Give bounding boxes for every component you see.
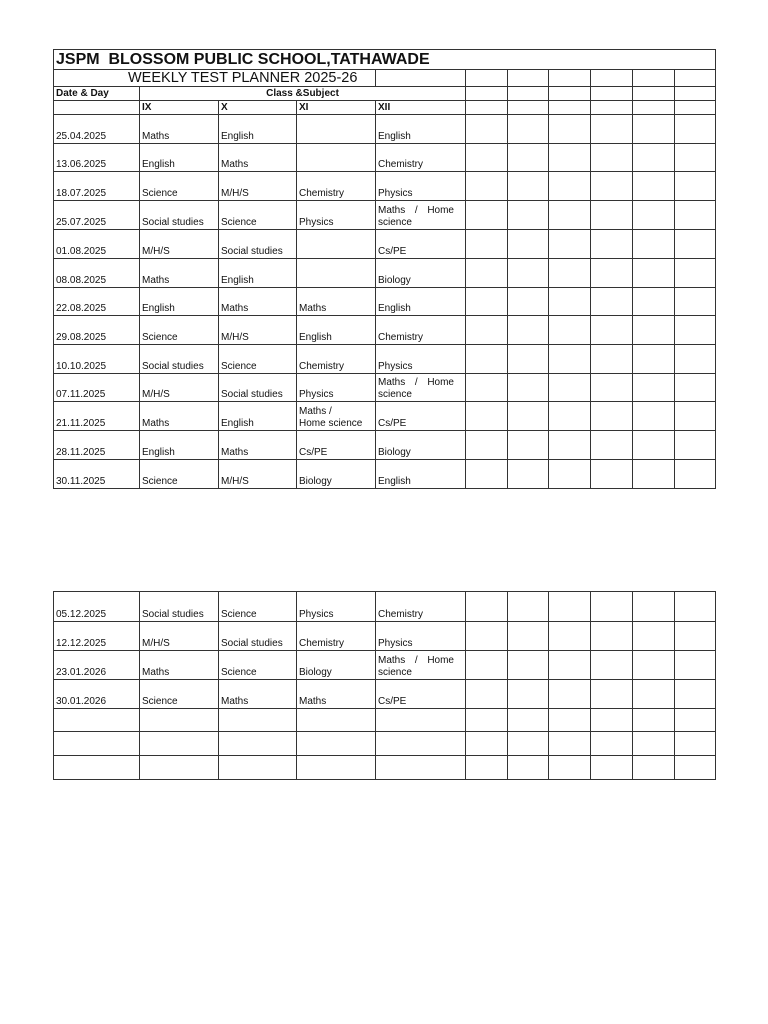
school-title-row — [54, 50, 716, 70]
blank-cell — [466, 460, 508, 489]
blank-cell — [591, 622, 633, 651]
blank-cell — [466, 144, 508, 172]
table-body — [54, 50, 716, 489]
subject-cell-xi: Physics — [297, 201, 376, 230]
blank-cell — [591, 402, 633, 431]
blank-cell — [549, 144, 591, 172]
blank-cell — [508, 622, 549, 651]
blank-cell — [591, 101, 633, 115]
subject-cell-x: Social studies — [219, 230, 297, 259]
blank-cell — [508, 259, 549, 288]
blank-cell — [633, 622, 675, 651]
subject-cell-xi — [297, 709, 376, 732]
subject-cell-ix: Maths — [140, 115, 219, 144]
blank-cell — [508, 316, 549, 345]
blank-cell — [591, 115, 633, 144]
subject-cell-xii: Cs/PE — [376, 402, 466, 431]
blank-cell — [466, 732, 508, 756]
blank-cell — [675, 756, 716, 780]
date-cell: 25.07.2025 — [54, 201, 140, 230]
blank-cell — [591, 172, 633, 201]
school-name: JSPM BLOSSOM PUBLIC SCHOOL,TATHAWADE — [54, 50, 716, 70]
subject-cell-xi: Physics — [297, 374, 376, 402]
date-cell: 23.01.2026 — [54, 651, 140, 680]
blank-cell — [591, 144, 633, 172]
subject-cell-x — [219, 756, 297, 780]
date-cell: 08.08.2025 — [54, 259, 140, 288]
blank-cell — [675, 732, 716, 756]
blank-cell — [549, 460, 591, 489]
blank-cell — [508, 756, 549, 780]
blank-cell — [591, 651, 633, 680]
blank-cell — [633, 345, 675, 374]
date-cell: 12.12.2025 — [54, 622, 140, 651]
table-body — [54, 592, 716, 780]
subject-cell-x: Science — [219, 345, 297, 374]
date-cell: 21.11.2025 — [54, 402, 140, 431]
subject-cell-xii: Maths / Home science — [376, 374, 466, 402]
blank-cell — [549, 70, 591, 87]
subject-cell-xii: Physics — [376, 172, 466, 201]
planner-title: WEEKLY TEST PLANNER 2025-26 — [54, 70, 376, 87]
date-cell: 07.11.2025 — [54, 374, 140, 402]
blank-cell — [549, 592, 591, 622]
blank-cell — [675, 460, 716, 489]
blank-cell — [549, 709, 591, 732]
subject-cell-xi: Maths / Home science — [297, 402, 376, 431]
blank-cell — [675, 201, 716, 230]
blank-cell — [466, 431, 508, 460]
planner-row — [54, 622, 716, 651]
date-cell: 30.11.2025 — [54, 460, 140, 489]
planner-row — [54, 709, 716, 732]
subject-cell-xi: Physics — [297, 592, 376, 622]
blank-cell — [466, 101, 508, 115]
subject-cell-ix: English — [140, 431, 219, 460]
subject-cell-x — [219, 709, 297, 732]
blank-cell — [633, 230, 675, 259]
class-header-row — [54, 101, 716, 115]
blank-cell — [675, 115, 716, 144]
blank-cell — [466, 345, 508, 374]
subject-cell-x: Maths — [219, 680, 297, 709]
blank-cell — [376, 70, 466, 87]
blank-cell — [508, 680, 549, 709]
date-cell: 29.08.2025 — [54, 316, 140, 345]
date-cell — [54, 709, 140, 732]
subject-cell-x: M/H/S — [219, 460, 297, 489]
planner-row — [54, 172, 716, 201]
blank-cell — [591, 345, 633, 374]
blank-cell — [549, 115, 591, 144]
planner-row — [54, 259, 716, 288]
subject-cell-x — [219, 732, 297, 756]
subject-cell-xii: Cs/PE — [376, 680, 466, 709]
blank-cell — [675, 374, 716, 402]
subject-cell-xii: Maths / Home science — [376, 651, 466, 680]
blank-cell — [675, 431, 716, 460]
blank-cell — [508, 70, 549, 87]
subject-cell-xi: English — [297, 316, 376, 345]
blank-cell — [466, 622, 508, 651]
subject-cell-xi — [297, 259, 376, 288]
blank-cell — [675, 622, 716, 651]
date-cell: 01.08.2025 — [54, 230, 140, 259]
blank-cell — [675, 345, 716, 374]
blank-cell — [591, 460, 633, 489]
blank-cell — [508, 374, 549, 402]
blank-cell — [633, 144, 675, 172]
blank-cell — [591, 259, 633, 288]
blank-cell — [508, 144, 549, 172]
date-cell: 10.10.2025 — [54, 345, 140, 374]
blank-cell — [549, 431, 591, 460]
subject-cell-ix: Science — [140, 316, 219, 345]
blank-cell — [466, 259, 508, 288]
blank-cell — [466, 115, 508, 144]
planner-row — [54, 460, 716, 489]
subject-cell-xi: Chemistry — [297, 345, 376, 374]
subject-cell-ix: Science — [140, 460, 219, 489]
blank-cell — [591, 680, 633, 709]
subject-cell-ix: Science — [140, 680, 219, 709]
blank-cell — [508, 230, 549, 259]
blank-cell — [466, 651, 508, 680]
blank-cell — [633, 201, 675, 230]
date-cell: 25.04.2025 — [54, 115, 140, 144]
blank-cell — [591, 316, 633, 345]
subject-cell-xii: Physics — [376, 345, 466, 374]
subject-cell-xii — [376, 756, 466, 780]
subject-cell-ix: Maths — [140, 402, 219, 431]
subject-cell-xii: Chemistry — [376, 316, 466, 345]
date-cell — [54, 756, 140, 780]
blank-cell — [549, 756, 591, 780]
subject-cell-xii: Chemistry — [376, 144, 466, 172]
blank-cell — [675, 709, 716, 732]
blank-cell — [508, 651, 549, 680]
date-cell: 30.01.2026 — [54, 680, 140, 709]
blank-cell — [633, 680, 675, 709]
blank-cell — [633, 402, 675, 431]
subject-cell-xii: Maths / Home science — [376, 201, 466, 230]
subject-cell-ix: M/H/S — [140, 622, 219, 651]
subject-cell-x: Science — [219, 651, 297, 680]
blank-cell — [549, 622, 591, 651]
subject-cell-xi: Biology — [297, 651, 376, 680]
blank-cell — [466, 374, 508, 402]
blank-cell — [508, 431, 549, 460]
subject-cell-xi — [297, 144, 376, 172]
subject-cell-ix: Maths — [140, 651, 219, 680]
planner-row — [54, 756, 716, 780]
blank-cell — [508, 101, 549, 115]
planner-row — [54, 345, 716, 374]
subject-cell-x: Science — [219, 592, 297, 622]
subject-cell-xi: Chemistry — [297, 172, 376, 201]
blank-cell — [549, 345, 591, 374]
subject-cell-xi: Maths — [297, 680, 376, 709]
planner-row — [54, 732, 716, 756]
blank-cell — [54, 101, 140, 115]
blank-cell — [508, 460, 549, 489]
blank-cell — [549, 259, 591, 288]
subject-cell-ix — [140, 756, 219, 780]
blank-cell — [633, 374, 675, 402]
blank-cell — [591, 288, 633, 316]
blank-cell — [591, 709, 633, 732]
date-cell: 22.08.2025 — [54, 288, 140, 316]
blank-cell — [466, 201, 508, 230]
subject-cell-x: English — [219, 259, 297, 288]
subject-cell-xii: English — [376, 288, 466, 316]
blank-cell — [675, 316, 716, 345]
subject-cell-xii: Physics — [376, 622, 466, 651]
subject-cell-x: Maths — [219, 144, 297, 172]
blank-cell — [466, 592, 508, 622]
blank-cell — [633, 460, 675, 489]
blank-cell — [508, 201, 549, 230]
blank-cell — [508, 402, 549, 431]
subject-cell-xii: Cs/PE — [376, 230, 466, 259]
blank-cell — [549, 230, 591, 259]
blank-cell — [466, 402, 508, 431]
blank-cell — [508, 709, 549, 732]
class-header-x: X — [219, 101, 297, 115]
blank-cell — [591, 70, 633, 87]
blank-cell — [508, 592, 549, 622]
blank-cell — [675, 680, 716, 709]
blank-cell — [591, 592, 633, 622]
planner-row — [54, 431, 716, 460]
blank-cell — [633, 709, 675, 732]
planner-row — [54, 592, 716, 622]
weekly-test-planner-table-continued — [53, 591, 716, 780]
subject-cell-xii: Chemistry — [376, 592, 466, 622]
subject-cell-ix: Science — [140, 172, 219, 201]
blank-cell — [508, 345, 549, 374]
blank-cell — [466, 288, 508, 316]
subject-cell-ix — [140, 709, 219, 732]
blank-cell — [633, 431, 675, 460]
date-cell: 28.11.2025 — [54, 431, 140, 460]
class-header-xi: XI — [297, 101, 376, 115]
subject-cell-ix: M/H/S — [140, 230, 219, 259]
blank-cell — [675, 259, 716, 288]
blank-cell — [549, 87, 591, 101]
subject-cell-xi: Chemistry — [297, 622, 376, 651]
blank-cell — [508, 172, 549, 201]
blank-cell — [549, 651, 591, 680]
blank-cell — [591, 732, 633, 756]
planner-row — [54, 201, 716, 230]
blank-cell — [508, 87, 549, 101]
blank-cell — [508, 288, 549, 316]
planner-row — [54, 374, 716, 402]
subject-cell-ix: Maths — [140, 259, 219, 288]
blank-cell — [508, 732, 549, 756]
blank-cell — [675, 402, 716, 431]
planner-title-row — [54, 70, 716, 87]
blank-cell — [633, 259, 675, 288]
blank-cell — [675, 101, 716, 115]
blank-cell — [591, 431, 633, 460]
planner-row — [54, 680, 716, 709]
blank-cell — [591, 201, 633, 230]
planner-row — [54, 115, 716, 144]
subject-cell-xi — [297, 230, 376, 259]
planner-row — [54, 402, 716, 431]
blank-cell — [549, 374, 591, 402]
subject-cell-ix: English — [140, 144, 219, 172]
blank-cell — [466, 680, 508, 709]
blank-cell — [675, 172, 716, 201]
subject-cell-xi: Maths — [297, 288, 376, 316]
blank-cell — [633, 115, 675, 144]
subject-cell-ix: Social studies — [140, 592, 219, 622]
blank-cell — [675, 230, 716, 259]
blank-cell — [675, 288, 716, 316]
blank-cell — [633, 316, 675, 345]
subject-cell-x: Maths — [219, 288, 297, 316]
blank-cell — [675, 87, 716, 101]
blank-cell — [466, 230, 508, 259]
blank-cell — [633, 172, 675, 201]
blank-cell — [466, 70, 508, 87]
weekly-test-planner-table — [53, 49, 716, 489]
blank-cell — [633, 651, 675, 680]
planner-row — [54, 316, 716, 345]
blank-cell — [591, 374, 633, 402]
class-header-xii: XII — [376, 101, 466, 115]
subject-cell-x: English — [219, 115, 297, 144]
blank-cell — [549, 288, 591, 316]
blank-cell — [633, 87, 675, 101]
subject-cell-x: Science — [219, 201, 297, 230]
class-header-ix: IX — [140, 101, 219, 115]
date-cell: 18.07.2025 — [54, 172, 140, 201]
blank-cell — [633, 288, 675, 316]
date-cell — [54, 732, 140, 756]
blank-cell — [549, 402, 591, 431]
blank-cell — [633, 732, 675, 756]
subject-cell-xi — [297, 115, 376, 144]
subject-cell-ix: Social studies — [140, 201, 219, 230]
blank-cell — [633, 756, 675, 780]
class-subject-header: Class &Subject — [140, 87, 466, 101]
blank-cell — [591, 87, 633, 101]
subject-cell-xii: Biology — [376, 259, 466, 288]
subject-cell-x: English — [219, 402, 297, 431]
subject-cell-xii: Biology — [376, 431, 466, 460]
blank-cell — [508, 115, 549, 144]
blank-cell — [591, 756, 633, 780]
blank-cell — [549, 101, 591, 115]
subject-cell-ix: English — [140, 288, 219, 316]
date-cell: 05.12.2025 — [54, 592, 140, 622]
subject-cell-x: M/H/S — [219, 172, 297, 201]
planner-row — [54, 651, 716, 680]
blank-cell — [549, 732, 591, 756]
planner-row — [54, 288, 716, 316]
subject-cell-xi: Biology — [297, 460, 376, 489]
blank-cell — [549, 172, 591, 201]
subject-cell-xii: English — [376, 115, 466, 144]
blank-cell — [675, 144, 716, 172]
blank-cell — [549, 201, 591, 230]
blank-cell — [549, 316, 591, 345]
subject-cell-xi — [297, 756, 376, 780]
subject-cell-xii — [376, 732, 466, 756]
subject-cell-xi — [297, 732, 376, 756]
blank-cell — [633, 70, 675, 87]
blank-cell — [466, 316, 508, 345]
blank-cell — [466, 87, 508, 101]
subject-cell-x: Social studies — [219, 374, 297, 402]
subject-cell-xii — [376, 709, 466, 732]
blank-cell — [549, 680, 591, 709]
subject-cell-xi: Cs/PE — [297, 431, 376, 460]
subject-cell-x: M/H/S — [219, 316, 297, 345]
subject-cell-x: Social studies — [219, 622, 297, 651]
blank-cell — [633, 592, 675, 622]
blank-cell — [675, 592, 716, 622]
date-day-header: Date & Day — [54, 87, 140, 101]
column-group-header-row — [54, 87, 716, 101]
blank-cell — [633, 101, 675, 115]
blank-cell — [466, 756, 508, 780]
blank-cell — [675, 70, 716, 87]
blank-cell — [466, 709, 508, 732]
planner-row — [54, 230, 716, 259]
subject-cell-xii: English — [376, 460, 466, 489]
subject-cell-ix: Social studies — [140, 345, 219, 374]
blank-cell — [591, 230, 633, 259]
subject-cell-ix — [140, 732, 219, 756]
blank-cell — [675, 651, 716, 680]
planner-row — [54, 144, 716, 172]
blank-cell — [466, 172, 508, 201]
date-cell: 13.06.2025 — [54, 144, 140, 172]
subject-cell-x: Maths — [219, 431, 297, 460]
subject-cell-ix: M/H/S — [140, 374, 219, 402]
